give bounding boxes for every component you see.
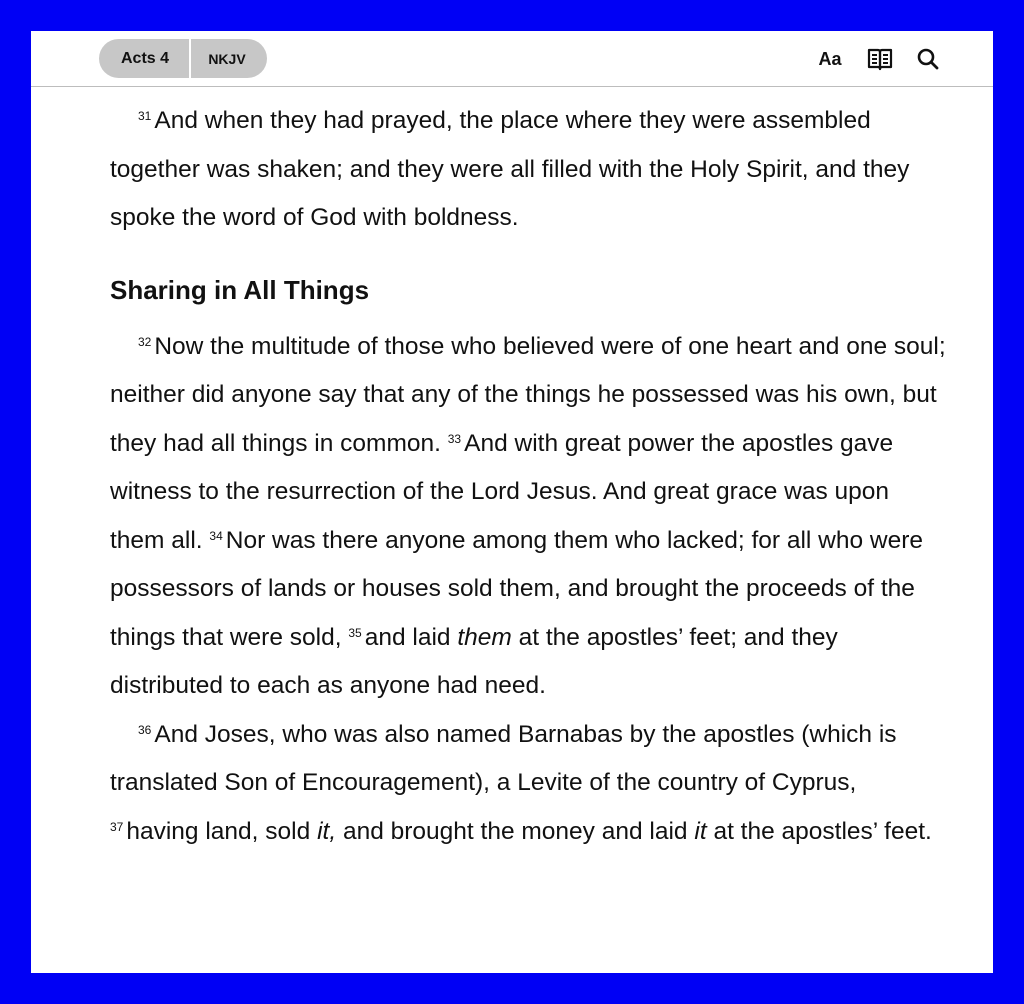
search-icon[interactable] (915, 44, 941, 74)
verse-text: And when they had prayed, the place where they were assembled together was shaken; and they were all filled with the Holy Spirit, and they spoke the word of God with boldness. (110, 107, 910, 231)
verse-text: And with great power the apostles gave witness to the resurrection of the Lord Jesus. And great grace was upon them all. (110, 429, 894, 554)
verse-text: Now the multitude of those who believed were of one heart and one soul; neither did anyone say that any of the things he possessed was his own, but they had all things in common. (110, 332, 946, 457)
italic-word: it, (317, 817, 337, 845)
italic-word: it (694, 817, 707, 845)
reader-screen (31, 31, 993, 973)
verse-number[interactable]: 35 (348, 625, 362, 640)
verse-text: and laid (364, 623, 451, 651)
section-heading: Sharing in All Things (110, 274, 370, 305)
verse-text: Nor was there anyone among them who lacked; for all who were possessors of lands or houses sold them, and brought the proceeds of the things that were sold, (110, 526, 924, 651)
toolbar (815, 44, 941, 74)
verse-number[interactable]: 34 (209, 528, 223, 543)
passage-text (110, 97, 950, 856)
verse-text: And Joses, who was also named Barnabas by the apostles (which is translated Son of Encouragement), a Levite of the country of Cyprus, (110, 720, 897, 796)
book-chapter-button[interactable]: Acts 4 (120, 49, 170, 67)
verse-text: having land, sold (126, 817, 311, 845)
italic-word: them (457, 623, 512, 651)
version-button[interactable]: NKJV (208, 50, 246, 67)
verse-text: at the apostles’ feet; and they distributed to each as anyone had need. (110, 623, 838, 699)
verse-number[interactable]: 36 (138, 722, 152, 737)
verse-text: and brought the money and laid (342, 817, 688, 845)
paragraph-3 (110, 711, 950, 857)
paragraph-2 (110, 323, 950, 711)
verse-number[interactable]: 32 (138, 334, 152, 349)
top-bar (31, 31, 993, 87)
open-book-icon[interactable] (865, 44, 895, 74)
verse-number[interactable]: 33 (447, 431, 462, 446)
verse-text: at the apostles’ feet. (713, 817, 932, 845)
verse-number[interactable]: 31 (138, 109, 152, 123)
paragraph-1 (110, 97, 950, 243)
passage-selector (99, 39, 267, 78)
font-settings-button[interactable]: Aa (818, 48, 842, 69)
verse-number[interactable]: 37 (110, 819, 124, 834)
